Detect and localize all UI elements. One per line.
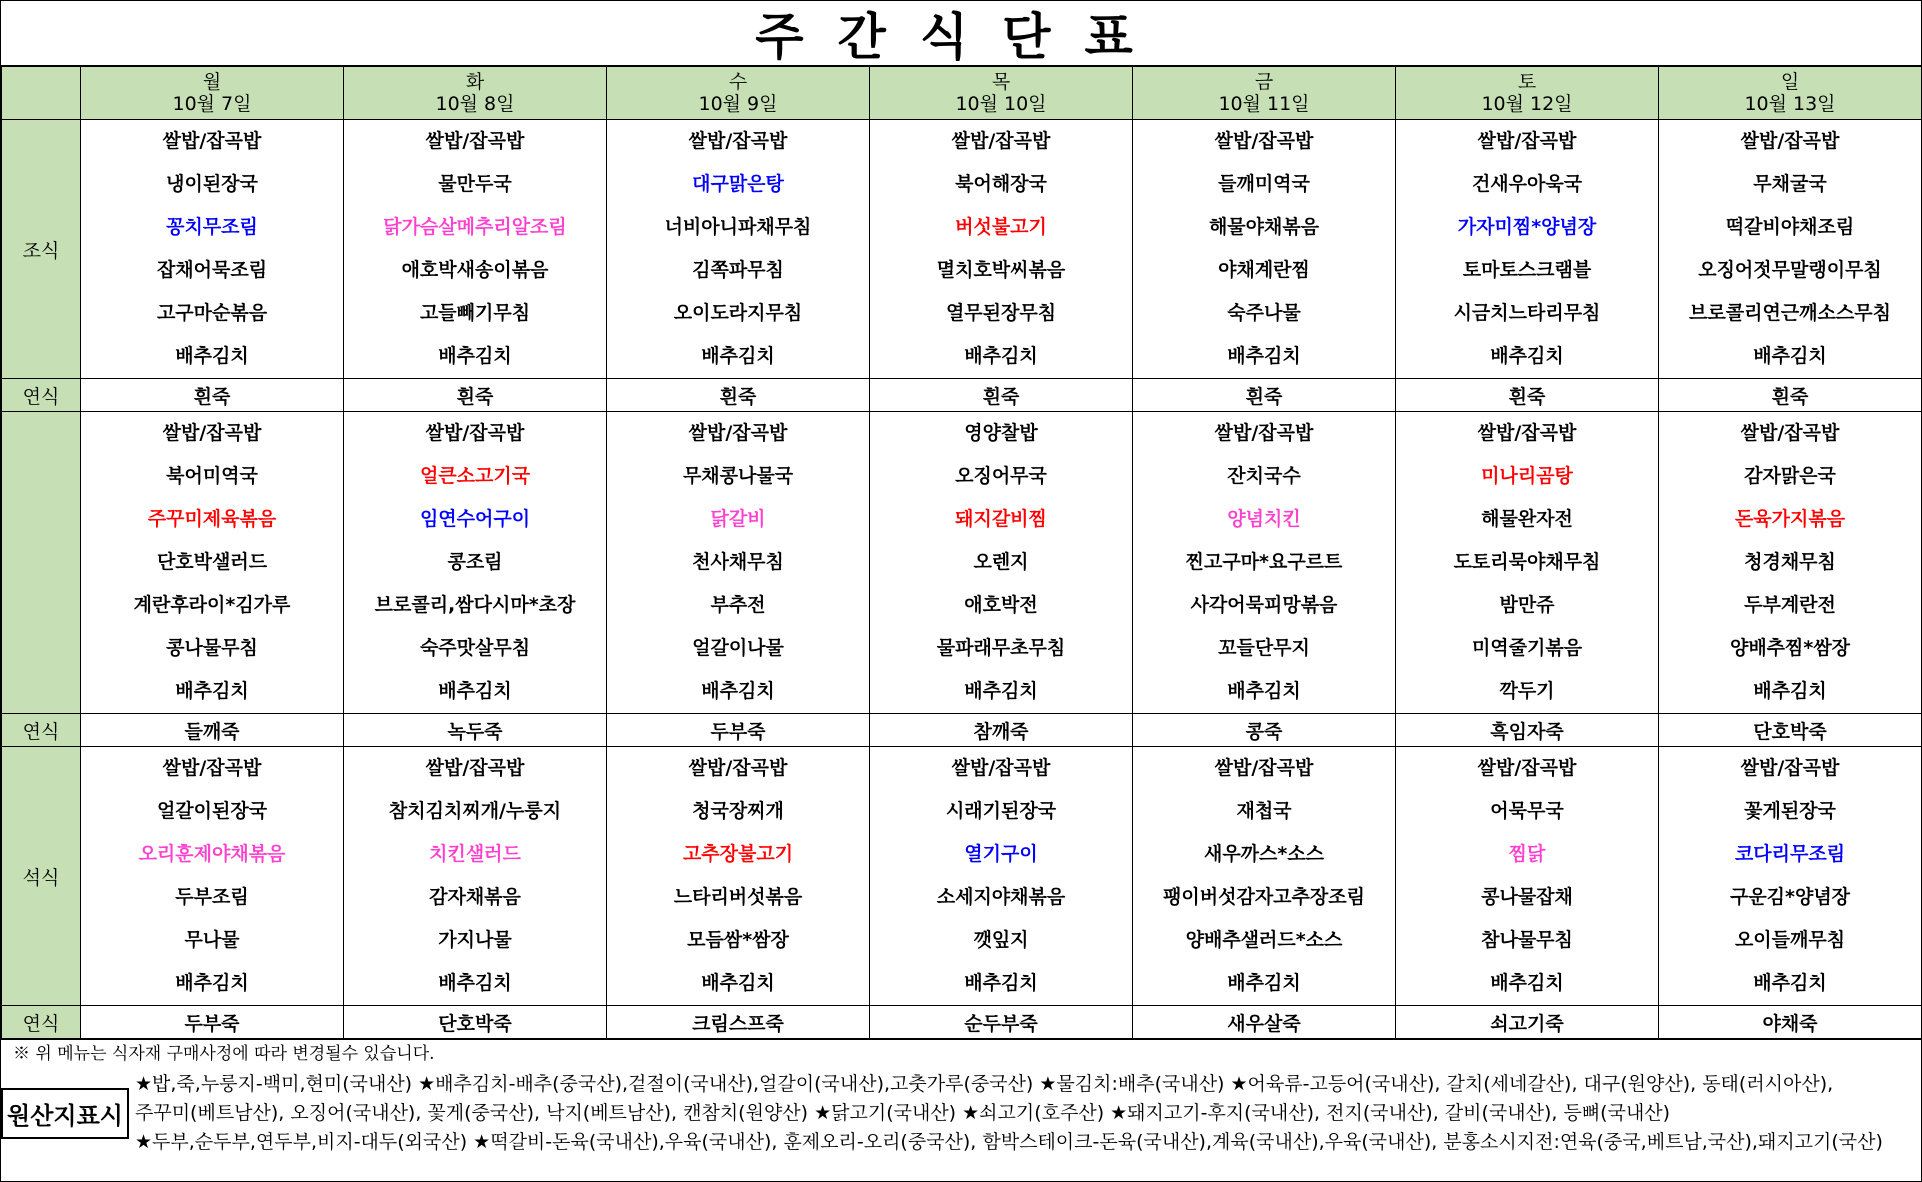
snack-cell: 흰죽 <box>81 379 344 412</box>
snack-cell: 새우살죽 <box>1133 1006 1396 1039</box>
menu-item: 해물야채볶음 <box>1208 216 1320 238</box>
menu-item: 배추김치 <box>175 680 249 702</box>
menu-item: 찜닭 <box>1508 843 1546 865</box>
snack-cell: 녹두죽 <box>344 714 607 747</box>
menu-item: 오렌지 <box>973 551 1029 573</box>
menu-item: 양배추샐러드*소스 <box>1185 929 1343 951</box>
snack-cell: 두부죽 <box>81 1006 344 1039</box>
menu-item: 느타리버섯볶음 <box>673 886 803 908</box>
menu-item: 구운김*양념장 <box>1729 886 1851 908</box>
menu-item: 열무된장무침 <box>945 302 1057 324</box>
menu-item: 꼬들단무지 <box>1218 637 1310 659</box>
day-name: 일 <box>1780 71 1800 93</box>
menu-item: 배추김치 <box>1753 680 1827 702</box>
snack-cell: 흰죽 <box>1133 379 1396 412</box>
menu-item: 쌀밥/잡곡밥 <box>951 757 1051 779</box>
menu-item: 코다리무조림 <box>1734 843 1846 865</box>
snack-cell: 야채죽 <box>1659 1006 1922 1039</box>
menu-item: 쌀밥/잡곡밥 <box>688 130 788 152</box>
menu-item: 물만두국 <box>438 173 512 195</box>
day-date: 10월 12일 <box>1481 93 1573 115</box>
meal-label <box>2 412 81 714</box>
menu-item: 무채굴국 <box>1753 173 1827 195</box>
snack-cell: 순두부죽 <box>870 1006 1133 1039</box>
menu-item: 얼갈이나물 <box>692 637 784 659</box>
menu-item: 콩나물잡채 <box>1481 886 1573 908</box>
menu-item: 콩조림 <box>447 551 503 573</box>
menu-item: 숙주맛살무침 <box>419 637 531 659</box>
menu-item: 배추김치 <box>1753 972 1827 994</box>
menu-item: 밤만쥬 <box>1499 594 1555 616</box>
menu-item: 배추김치 <box>964 345 1038 367</box>
menu-item: 시금치느타리무침 <box>1453 302 1601 324</box>
menu-item: 배추김치 <box>964 680 1038 702</box>
menu-item: 쌀밥/잡곡밥 <box>162 130 262 152</box>
menu-item: 쌀밥/잡곡밥 <box>1477 757 1577 779</box>
weekly-menu-table <box>1 66 1922 1039</box>
day-date: 10월 8일 <box>435 93 515 115</box>
meal-cell <box>81 747 344 1006</box>
menu-item: 배추김치 <box>1227 345 1301 367</box>
menu-item: 영양찰밥 <box>964 422 1038 444</box>
menu-item: 모듬쌈*쌈장 <box>687 929 789 951</box>
day-name: 월 <box>202 71 222 93</box>
menu-item: 김쪽파무침 <box>692 259 784 281</box>
menu-change-notice: ※ 위 메뉴는 식자재 구매사정에 따라 변경될수 있습니다. <box>13 1044 435 1064</box>
menu-item: 닭가슴살메추리알조림 <box>383 216 567 238</box>
menu-item: 브로콜리연근깨소스무침 <box>1689 302 1891 324</box>
menu-item: 쌀밥/잡곡밥 <box>425 757 525 779</box>
meal-label: 조식 <box>2 120 81 379</box>
menu-item: 두부조림 <box>175 886 249 908</box>
menu-item: 브로콜리,쌈다시마*초장 <box>374 594 576 616</box>
menu-item: 들깨미역국 <box>1218 173 1310 195</box>
snack-cell: 흑임자죽 <box>1396 714 1659 747</box>
menu-item: 양념치킨 <box>1227 508 1301 530</box>
menu-item: 쌀밥/잡곡밥 <box>951 130 1051 152</box>
menu-item: 미나리곰탕 <box>1481 465 1573 487</box>
snack-cell: 흰죽 <box>344 379 607 412</box>
menu-item: 쌀밥/잡곡밥 <box>1740 422 1840 444</box>
menu-item: 오이도라지무침 <box>673 302 803 324</box>
meal-cell <box>607 412 870 714</box>
menu-item: 가지나물 <box>438 929 512 951</box>
menu-item: 천사채무침 <box>692 551 784 573</box>
menu-item: 감자맑은국 <box>1744 465 1836 487</box>
meal-cell <box>1396 120 1659 379</box>
menu-item: 닭갈비 <box>710 508 766 530</box>
day-date: 10월 11일 <box>1218 93 1310 115</box>
meal-cell <box>607 120 870 379</box>
menu-item: 고들빼기무침 <box>419 302 531 324</box>
menu-item: 새우까스*소스 <box>1203 843 1325 865</box>
day-name: 목 <box>991 71 1011 93</box>
day-name: 수 <box>728 71 748 93</box>
menu-item: 임연수어구이 <box>419 508 531 530</box>
menu-item: 해물완자전 <box>1481 508 1573 530</box>
menu-item: 쌀밥/잡곡밥 <box>1214 422 1314 444</box>
day-header <box>607 67 870 120</box>
menu-item: 배추김치 <box>438 680 512 702</box>
menu-item: 쌀밥/잡곡밥 <box>425 422 525 444</box>
menu-item: 열기구이 <box>964 843 1038 865</box>
snack-label: 연식 <box>2 714 81 747</box>
menu-item: 계란후라이*김가루 <box>133 594 291 616</box>
menu-item: 콩나물무침 <box>166 637 258 659</box>
menu-item: 얼갈이된장국 <box>156 800 268 822</box>
menu-item: 배추김치 <box>1490 972 1564 994</box>
day-date: 10월 13일 <box>1744 93 1836 115</box>
menu-item: 도토리묵야채무침 <box>1453 551 1601 573</box>
menu-item: 돈육가지볶음 <box>1734 508 1846 530</box>
menu-item: 참나물무침 <box>1481 929 1573 951</box>
snack-cell: 들깨죽 <box>81 714 344 747</box>
meal-cell <box>1659 747 1922 1006</box>
day-name: 화 <box>465 71 485 93</box>
origin-line: 주꾸미(베트남산), 오징어(국내산), 꽃게(중국산), 낙지(베트남산), 캔참치(원양산) ★닭고기(국내산) ★쇠고기(호주산) ★돼지고기-후지(국내산), 전지(국내산), 갈비(국내산), 등뼈(국내산) <box>135 1102 1671 1124</box>
snack-label: 연식 <box>2 379 81 412</box>
origin-label: 원산지표시 <box>1 1088 129 1139</box>
meal-cell <box>344 747 607 1006</box>
menu-item: 감자채볶음 <box>429 886 521 908</box>
snack-cell: 흰죽 <box>1396 379 1659 412</box>
menu-item: 쌀밥/잡곡밥 <box>1477 422 1577 444</box>
menu-item: 버섯불고기 <box>955 216 1047 238</box>
menu-item: 북어해장국 <box>955 173 1047 195</box>
meal-cell <box>344 412 607 714</box>
menu-item: 고구마순볶음 <box>156 302 268 324</box>
meal-cell <box>1133 120 1396 379</box>
menu-item: 시래기된장국 <box>945 800 1057 822</box>
meal-cell <box>870 120 1133 379</box>
menu-item: 멸치호박씨볶음 <box>936 259 1066 281</box>
menu-item: 꽁치무조림 <box>166 216 258 238</box>
menu-item: 쌀밥/잡곡밥 <box>1740 130 1840 152</box>
origin-line: ★밥,죽,누룽지-백미,현미(국내산) ★배추김치-배추(중국산),겉절이(국내산),얼갈이(국내산),고춧가루(중국산) ★물김치:배추(국내산) ★어육류-고등어(국내산), 갈치(세네갈산), 대구(원양산), 동태(러시아산), <box>135 1073 1834 1095</box>
snack-cell: 단호박죽 <box>344 1006 607 1039</box>
menu-item: 어묵무국 <box>1490 800 1564 822</box>
menu-item: 오징어무국 <box>955 465 1047 487</box>
menu-item: 배추김치 <box>438 972 512 994</box>
menu-item: 배추김치 <box>964 972 1038 994</box>
menu-item: 배추김치 <box>1227 680 1301 702</box>
menu-item: 쌀밥/잡곡밥 <box>162 757 262 779</box>
menu-item: 돼지갈비찜 <box>955 508 1047 530</box>
meal-cell <box>870 747 1133 1006</box>
menu-item: 오징어젓무말랭이무침 <box>1698 259 1882 281</box>
day-header <box>344 67 607 120</box>
day-header <box>1659 67 1922 120</box>
menu-item: 너비아니파채무침 <box>664 216 812 238</box>
snack-cell: 흰죽 <box>607 379 870 412</box>
meal-cell <box>607 747 870 1006</box>
header-corner <box>2 67 81 120</box>
snack-cell: 쇠고기죽 <box>1396 1006 1659 1039</box>
snack-cell: 크림스프죽 <box>607 1006 870 1039</box>
footer <box>1 1039 1921 1159</box>
snack-cell: 단호박죽 <box>1659 714 1922 747</box>
menu-item: 쌀밥/잡곡밥 <box>425 130 525 152</box>
snack-cell: 참깨죽 <box>870 714 1133 747</box>
meal-cell <box>81 120 344 379</box>
menu-item: 쌀밥/잡곡밥 <box>1477 130 1577 152</box>
snack-cell: 흰죽 <box>1659 379 1922 412</box>
meal-cell <box>1133 747 1396 1006</box>
menu-item: 물파래무초무침 <box>936 637 1066 659</box>
meal-cell <box>81 412 344 714</box>
menu-item: 북어미역국 <box>166 465 258 487</box>
meal-cell <box>1396 747 1659 1006</box>
meal-label: 석식 <box>2 747 81 1006</box>
menu-item: 양배추찜*쌈장 <box>1729 637 1851 659</box>
menu-item: 건새우아욱국 <box>1471 173 1583 195</box>
menu-item: 숙주나물 <box>1227 302 1301 324</box>
menu-item: 토마토스크램블 <box>1462 259 1592 281</box>
menu-item: 단호박샐러드 <box>156 551 268 573</box>
menu-item: 배추김치 <box>1490 345 1564 367</box>
menu-item: 배추김치 <box>175 345 249 367</box>
menu-item: 청경채무침 <box>1744 551 1836 573</box>
menu-item: 주꾸미제육볶음 <box>147 508 277 530</box>
menu-item: 떡갈비야채조림 <box>1725 216 1855 238</box>
meal-cell <box>870 412 1133 714</box>
menu-item: 청국장찌개 <box>692 800 784 822</box>
menu-item: 배추김치 <box>438 345 512 367</box>
menu-item: 야채계란찜 <box>1218 259 1310 281</box>
menu-item: 잔치국수 <box>1227 465 1301 487</box>
origin-line: ★두부,순두부,연두부,비지-대두(외국산) ★떡갈비-돈육(국내산),우육(국내산), 훈제오리-오리(중국산), 함박스테이크-돈육(국내산),계육(국내산),우육(국내산), 분홍소시지전:연육(중국,베트남,국산),돼지고기(국산) <box>135 1131 1883 1153</box>
menu-item: 오이들깨무침 <box>1734 929 1846 951</box>
menu-item: 냉이된장국 <box>166 173 258 195</box>
meal-cell <box>1133 412 1396 714</box>
menu-item: 쌀밥/잡곡밥 <box>688 422 788 444</box>
menu-item: 두부계란전 <box>1744 594 1836 616</box>
menu-item: 소세지야채볶음 <box>936 886 1066 908</box>
menu-item: 쌀밥/잡곡밥 <box>1214 757 1314 779</box>
menu-item: 쌀밥/잡곡밥 <box>1214 130 1314 152</box>
menu-item: 오리훈제야채볶음 <box>138 843 286 865</box>
day-name: 금 <box>1254 71 1274 93</box>
day-date: 10월 10일 <box>955 93 1047 115</box>
menu-item: 쌀밥/잡곡밥 <box>688 757 788 779</box>
menu-item: 가자미찜*양념장 <box>1457 216 1597 238</box>
menu-item: 얼큰소고기국 <box>419 465 531 487</box>
menu-item: 고추장불고기 <box>682 843 794 865</box>
meal-cell <box>1659 120 1922 379</box>
menu-item: 잡채어묵조림 <box>156 259 268 281</box>
origin-text <box>129 1068 1889 1159</box>
menu-item: 팽이버섯감자고추장조림 <box>1163 886 1365 908</box>
menu-item: 배추김치 <box>1227 972 1301 994</box>
menu-item: 재첩국 <box>1236 800 1292 822</box>
menu-item: 배추김치 <box>701 345 775 367</box>
menu-item: 배추김치 <box>1753 345 1827 367</box>
menu-item: 미역줄기볶음 <box>1471 637 1583 659</box>
menu-item: 참치김치찌개/누룽지 <box>388 800 562 822</box>
menu-item: 애호박전 <box>964 594 1038 616</box>
menu-item: 배추김치 <box>701 680 775 702</box>
menu-item: 대구맑은탕 <box>692 173 784 195</box>
menu-item: 쌀밥/잡곡밥 <box>1740 757 1840 779</box>
meal-cell <box>1396 412 1659 714</box>
day-header <box>1133 67 1396 120</box>
snack-cell: 콩죽 <box>1133 714 1396 747</box>
meal-cell <box>1659 412 1922 714</box>
menu-item: 깍두기 <box>1499 680 1555 702</box>
menu-item: 무채콩나물국 <box>682 465 794 487</box>
day-date: 10월 7일 <box>172 93 252 115</box>
menu-item: 치킨샐러드 <box>429 843 521 865</box>
menu-item: 꽃게된장국 <box>1744 800 1836 822</box>
day-header <box>1396 67 1659 120</box>
page-title: 주간식단표 <box>1 1 1921 66</box>
day-header <box>81 67 344 120</box>
meal-cell <box>344 120 607 379</box>
menu-item: 애호박새송이볶음 <box>401 259 549 281</box>
menu-item: 사각어묵피망볶음 <box>1190 594 1338 616</box>
menu-item: 무나물 <box>184 929 240 951</box>
menu-item: 깻잎지 <box>973 929 1029 951</box>
menu-item: 배추김치 <box>701 972 775 994</box>
snack-cell: 두부죽 <box>607 714 870 747</box>
menu-item: 쌀밥/잡곡밥 <box>162 422 262 444</box>
menu-item: 찐고구마*요구르트 <box>1185 551 1343 573</box>
snack-label: 연식 <box>2 1006 81 1039</box>
day-header <box>870 67 1133 120</box>
origin-section <box>1 1068 1921 1159</box>
menu-item: 배추김치 <box>175 972 249 994</box>
day-date: 10월 9일 <box>698 93 778 115</box>
day-name: 토 <box>1517 71 1537 93</box>
snack-cell: 흰죽 <box>870 379 1133 412</box>
menu-item: 부추전 <box>710 594 766 616</box>
